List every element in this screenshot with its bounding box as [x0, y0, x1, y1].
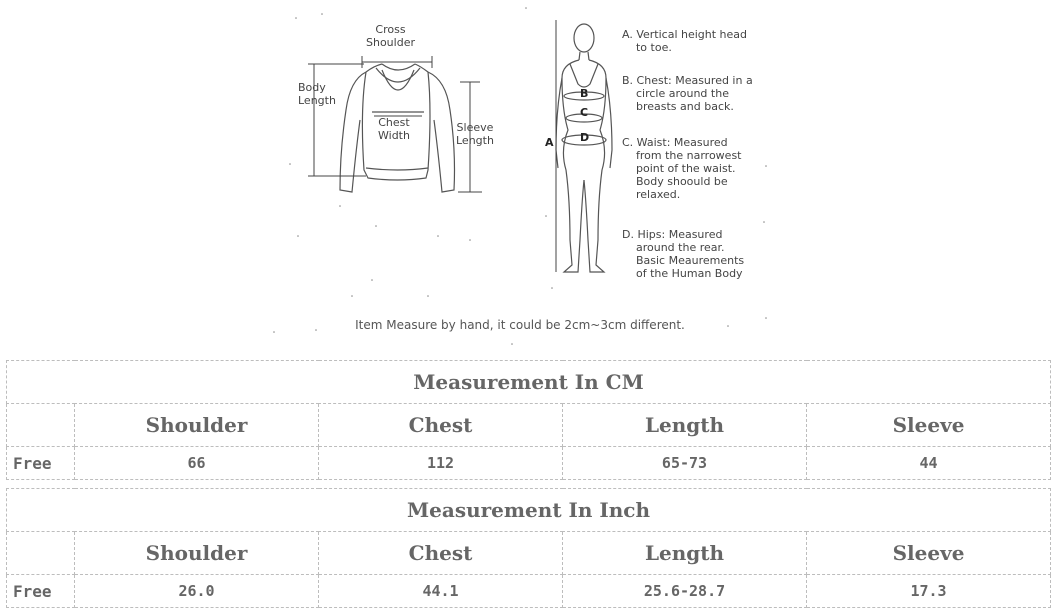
letter-c: C	[580, 106, 589, 119]
table-row	[7, 447, 1051, 480]
table-cell: 66	[75, 447, 319, 480]
letter-a: A	[545, 136, 554, 149]
table-row	[7, 575, 1051, 608]
body-length-label: Body Length	[298, 81, 336, 107]
table-title: Measurement In Inch	[7, 489, 1051, 532]
column-header: Chest	[319, 404, 563, 447]
definition-a: A. Vertical height head to toe.	[622, 28, 748, 54]
table-cell: 65-73	[563, 447, 807, 480]
table-cell: 25.6-28.7	[563, 575, 807, 608]
table-title-row	[7, 489, 1051, 532]
column-header: Sleeve	[807, 404, 1051, 447]
table-title-row	[7, 361, 1051, 404]
table-cell: 44.1	[319, 575, 563, 608]
chest-width-label: Chest Width	[378, 116, 410, 142]
table-cell: 112	[319, 447, 563, 480]
human-figure-illustration	[556, 24, 612, 272]
size-label: Free	[7, 575, 75, 608]
letter-d: D	[580, 131, 590, 144]
definition-d: D. Hips: Measured around the rear. Basic Meaurements of the Human Body	[622, 228, 745, 280]
column-header: Shoulder	[75, 404, 319, 447]
measure-note: Item Measure by hand, it could be 2cm~3cm different.	[355, 318, 685, 332]
header-empty-cell	[7, 404, 75, 447]
table-cell: 17.3	[807, 575, 1051, 608]
column-header: Shoulder	[75, 532, 319, 575]
table-header-row	[7, 404, 1051, 447]
header-empty-cell	[7, 532, 75, 575]
definition-b: B. Chest: Measured in a circle around the breasts and back.	[622, 74, 753, 113]
size-table-cm	[6, 360, 1051, 480]
sleeve-length-label: Sleeve Length	[456, 121, 494, 147]
column-header: Length	[563, 404, 807, 447]
cross-shoulder-label: Cross Shoulder	[366, 23, 415, 49]
table-header-row	[7, 532, 1051, 575]
letter-b: B	[580, 87, 589, 100]
column-header: Sleeve	[807, 532, 1051, 575]
column-header: Length	[563, 532, 807, 575]
column-header: Chest	[319, 532, 563, 575]
definition-c: C. Waist: Measured from the narrowest point of the waist. Body shoould be relaxed.	[622, 136, 742, 201]
size-table-inch	[6, 488, 1051, 608]
table-cell: 44	[807, 447, 1051, 480]
table-title: Measurement In CM	[7, 361, 1051, 404]
size-label: Free	[7, 447, 75, 480]
table-cell: 26.0	[75, 575, 319, 608]
